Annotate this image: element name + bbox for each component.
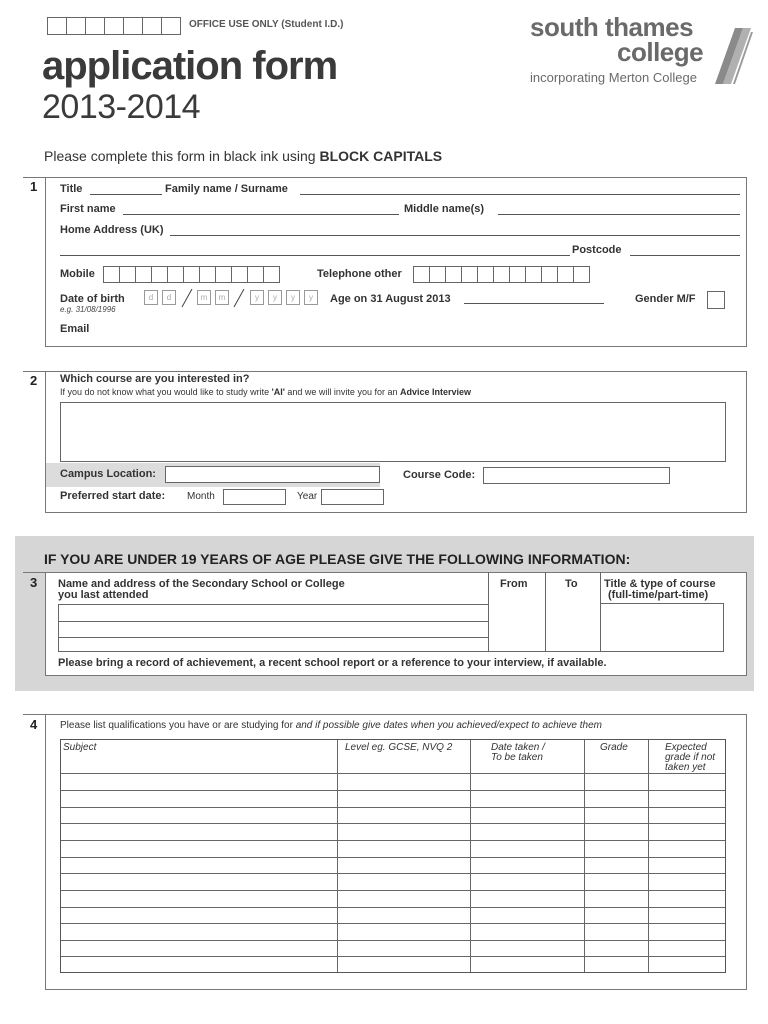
dob-year-2[interactable]: y [268, 290, 282, 305]
postcode-field[interactable] [630, 255, 740, 256]
school-row-3[interactable] [58, 637, 489, 652]
start-date-label: Preferred start date: [60, 490, 166, 502]
course-note-bold: Advice Interview [399, 387, 471, 397]
gender-field[interactable] [707, 291, 725, 309]
section-1-box [45, 177, 747, 347]
home-address-label: Home Address (UK) [60, 224, 164, 236]
dob-day-1[interactable]: d [144, 290, 158, 305]
course-col-header-2: (full-time/part-time) [608, 589, 709, 601]
qual-header-level: Level eg. GCSE, NVQ 2 [345, 742, 453, 753]
section-4-number: 4 [30, 717, 38, 732]
form-title: application form [42, 44, 338, 88]
to-col-header: To [565, 578, 578, 590]
course-col-box [600, 603, 724, 652]
qual-row-line-4 [61, 823, 725, 824]
qualifications-table [60, 739, 726, 973]
qual-row-line-6 [61, 857, 725, 858]
school-col-header-1: Name and address of the Secondary School or College [58, 578, 345, 590]
section-4-intro [60, 720, 602, 731]
course-code-field[interactable] [483, 467, 670, 484]
dob-year-1[interactable]: y [250, 290, 264, 305]
qual-row-line-2 [61, 790, 725, 791]
dob-example: e.g. 31/08/1996 [60, 305, 116, 314]
qual-row-line-8 [61, 890, 725, 891]
dob-month-1[interactable]: m [197, 290, 211, 305]
qual-row-line-3 [61, 807, 725, 808]
qual-row-line-5 [61, 840, 725, 841]
qual-row-line-12 [61, 956, 725, 957]
qual-row-line-10 [61, 923, 725, 924]
course-note-pre: If you do not know what you would like to study write [60, 387, 272, 397]
mobile-field[interactable] [103, 266, 279, 283]
section-3-number: 3 [30, 575, 38, 590]
office-use-label: OFFICE USE ONLY (Student I.D.) [189, 19, 344, 30]
campus-label: Campus Location: [60, 468, 156, 480]
course-note-mid: and we will invite you for an [284, 387, 400, 397]
qual-header-date-2: To be taken [491, 752, 543, 763]
postcode-label: Postcode [572, 244, 622, 256]
start-year-field[interactable] [321, 489, 384, 505]
course-code-label: Course Code: [403, 469, 476, 481]
school-row-2[interactable] [58, 621, 489, 637]
school-col-header-2: you last attended [58, 589, 149, 601]
qual-col-divider-4 [648, 740, 649, 972]
telephone-other-field[interactable] [413, 266, 589, 283]
email-label: Email [60, 323, 90, 335]
title-label: Title [60, 183, 83, 195]
dob-label: Date of birth [60, 293, 125, 305]
telephone-other-label: Telephone other [317, 268, 402, 280]
dob-month-2[interactable]: m [215, 290, 229, 305]
gender-label: Gender M/F [635, 293, 696, 305]
home-address-field-2[interactable] [60, 255, 570, 256]
dob-year-3[interactable]: y [286, 290, 300, 305]
college-name-line1: south thames [530, 12, 694, 42]
dob-separator-1 [180, 288, 194, 308]
from-col-header: From [500, 578, 528, 590]
student-id-boxes[interactable] [47, 17, 180, 35]
course-col-header-1: Title & type of course [604, 578, 716, 590]
mobile-label: Mobile [60, 268, 95, 280]
section-2-number: 2 [30, 373, 38, 388]
family-name-label: Family name / Surname [165, 183, 288, 195]
age-field[interactable] [464, 303, 604, 304]
middle-names-field[interactable] [498, 214, 740, 215]
year-label: Year [297, 491, 318, 502]
dob-day-2[interactable]: d [162, 290, 176, 305]
instructions-emph: BLOCK CAPITALS [319, 148, 443, 164]
qual-col-divider-3 [584, 740, 585, 972]
section-4-intro-text: Please list qualifications you have or are studying for [60, 720, 296, 731]
qual-row-line-11 [61, 940, 725, 941]
home-address-field-1[interactable] [170, 235, 740, 236]
qual-col-divider-2 [470, 740, 471, 972]
form-year: 2013-2014 [42, 88, 201, 126]
course-note-ai: 'AI' [271, 387, 285, 397]
course-note [60, 387, 471, 397]
school-table-bottom [488, 651, 724, 652]
qual-row-line-1 [61, 773, 725, 774]
dob-year-4[interactable]: y [304, 290, 318, 305]
dob-separator-2 [232, 288, 246, 308]
school-row-1[interactable] [58, 604, 489, 621]
section-4-intro-italic: and if possible give dates when you achieved/expect to achieve them [295, 720, 602, 731]
section-1-number: 1 [30, 179, 38, 194]
qual-row-line-9 [61, 907, 725, 908]
course-interest-field[interactable] [60, 402, 726, 462]
age-label: Age on 31 August 2013 [330, 293, 451, 305]
start-month-field[interactable] [223, 489, 286, 505]
under-19-heading: IF YOU ARE UNDER 19 YEARS OF AGE PLEASE GIVE THE FOLLOWING INFORMATION: [44, 551, 631, 567]
middle-names-label: Middle name(s) [404, 203, 485, 215]
instructions-text: Please complete this form in black ink using [44, 148, 320, 164]
month-label: Month [187, 491, 215, 502]
family-name-field[interactable] [300, 194, 740, 195]
from-col-divider [545, 572, 546, 652]
instructions [44, 148, 442, 164]
college-name-line2: college [617, 37, 704, 67]
qual-col-divider-1 [337, 740, 338, 972]
section-3-note: Please bring a record of achievement, a recent school report or a reference to your interview, if available. [58, 657, 607, 669]
qual-header-expected-1: Expected [665, 742, 707, 753]
first-name-field[interactable] [123, 214, 399, 215]
qual-header-subject: Subject [63, 742, 97, 753]
qual-header-expected-3: taken yet [665, 762, 706, 773]
qual-row-line-7 [61, 873, 725, 874]
qual-header-expected-2: grade if not [665, 752, 716, 763]
college-subtitle: incorporating Merton College [530, 70, 697, 85]
title-field[interactable] [90, 194, 162, 195]
course-question: Which course are you interested in? [60, 373, 250, 385]
qual-header-grade: Grade [600, 742, 628, 753]
qual-header-date-1: Date taken / [491, 742, 545, 753]
college-logo-stripes [713, 28, 753, 84]
first-name-label: First name [60, 203, 116, 215]
campus-field[interactable] [165, 466, 380, 483]
